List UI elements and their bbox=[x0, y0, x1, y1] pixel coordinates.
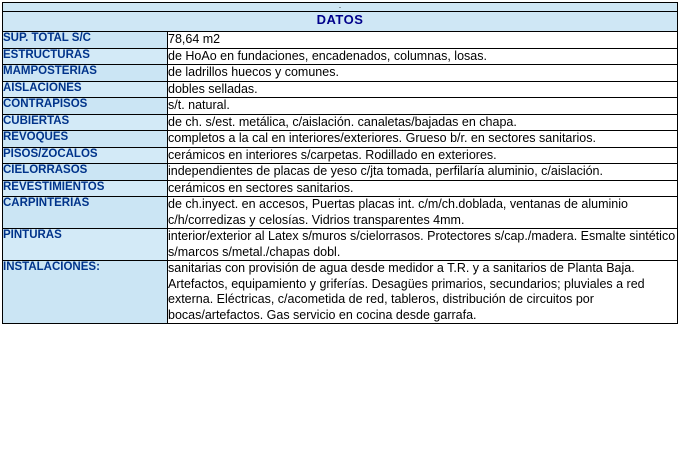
table-row bbox=[3, 81, 678, 98]
table-title-row bbox=[3, 12, 678, 32]
row-value-cubiertas: de ch. s/est. metálica, c/aislación. canaletas/bajadas en chapa. bbox=[168, 114, 678, 131]
table-row bbox=[3, 197, 678, 229]
table-row bbox=[3, 147, 678, 164]
datos-table bbox=[2, 2, 678, 324]
row-value-mamposterias: de ladrillos huecos y comunes. bbox=[168, 65, 678, 82]
row-label-carpinterias: CARPINTERIAS bbox=[3, 197, 168, 229]
row-value-instalaciones: sanitarias con provisión de agua desde medidor a T.R. y a sanitarios de Planta Baja. Artefactos, equipamiento y griferías. Desagües primarios, secundarios; pluviales a red externa. Eléctricas, c/acometida de red, tableros, distribución de circuitos por bocas/artefactos. Gas servicio en cocina desde garrafa. bbox=[168, 261, 678, 324]
table-row bbox=[3, 65, 678, 82]
row-label-estructuras: ESTRUCTURAS bbox=[3, 48, 168, 65]
top-marker: · bbox=[3, 3, 678, 12]
table-row bbox=[3, 131, 678, 148]
row-value-revoques: completos a la cal en interiores/exteriores. Grueso b/r. en sectores sanitarios. bbox=[168, 131, 678, 148]
table-row bbox=[3, 98, 678, 115]
row-label-cielorrasos: CIELORRASOS bbox=[3, 164, 168, 181]
row-value-sup-total: 78,64 m2 bbox=[168, 32, 678, 49]
row-label-pisos-zocalos: PISOS/ZOCALOS bbox=[3, 147, 168, 164]
row-label-sup-total: SUP. TOTAL S/C bbox=[3, 32, 168, 49]
table-row bbox=[3, 164, 678, 181]
row-value-revestimientos: cerámicos en sectores sanitarios. bbox=[168, 180, 678, 197]
page-title: DATOS bbox=[3, 12, 678, 32]
row-label-aislaciones: AISLACIONES bbox=[3, 81, 168, 98]
table-row bbox=[3, 48, 678, 65]
row-value-carpinterias: de ch.inyect. en accesos, Puertas placas int. c/m/ch.doblada, ventanas de aluminio c/h/corredizas y celosías. Vidrios transparentes 4mm. bbox=[168, 197, 678, 229]
row-label-contrapisos: CONTRAPISOS bbox=[3, 98, 168, 115]
row-value-pinturas: interior/exterior al Latex s/muros s/cielorrasos. Protectores s/cap./madera. Esmalte sintético s/marcos s/metal./chapas dobl. bbox=[168, 229, 678, 261]
row-label-revoques: REVOQUES bbox=[3, 131, 168, 148]
datos-sheet bbox=[0, 2, 682, 465]
row-value-contrapisos: s/t. natural. bbox=[168, 98, 678, 115]
row-value-aislaciones: dobles selladas. bbox=[168, 81, 678, 98]
table-row bbox=[3, 261, 678, 324]
table-marker-row bbox=[3, 3, 678, 12]
row-label-instalaciones: INSTALACIONES: bbox=[3, 261, 168, 324]
table-row bbox=[3, 229, 678, 261]
table-row bbox=[3, 114, 678, 131]
row-label-pinturas: PINTURAS bbox=[3, 229, 168, 261]
row-value-pisos-zocalos: cerámicos en interiores s/carpetas. Rodillado en exteriores. bbox=[168, 147, 678, 164]
row-label-cubiertas: CUBIERTAS bbox=[3, 114, 168, 131]
row-value-estructuras: de HoAo en fundaciones, encadenados, columnas, losas. bbox=[168, 48, 678, 65]
row-value-cielorrasos: independientes de placas de yeso c/jta tomada, perfilaría aluminio, c/aislación. bbox=[168, 164, 678, 181]
row-label-revestimientos: REVESTIMIENTOS bbox=[3, 180, 168, 197]
row-label-mamposterias: MAMPOSTERIAS bbox=[3, 65, 168, 82]
table-row bbox=[3, 32, 678, 49]
table-row bbox=[3, 180, 678, 197]
